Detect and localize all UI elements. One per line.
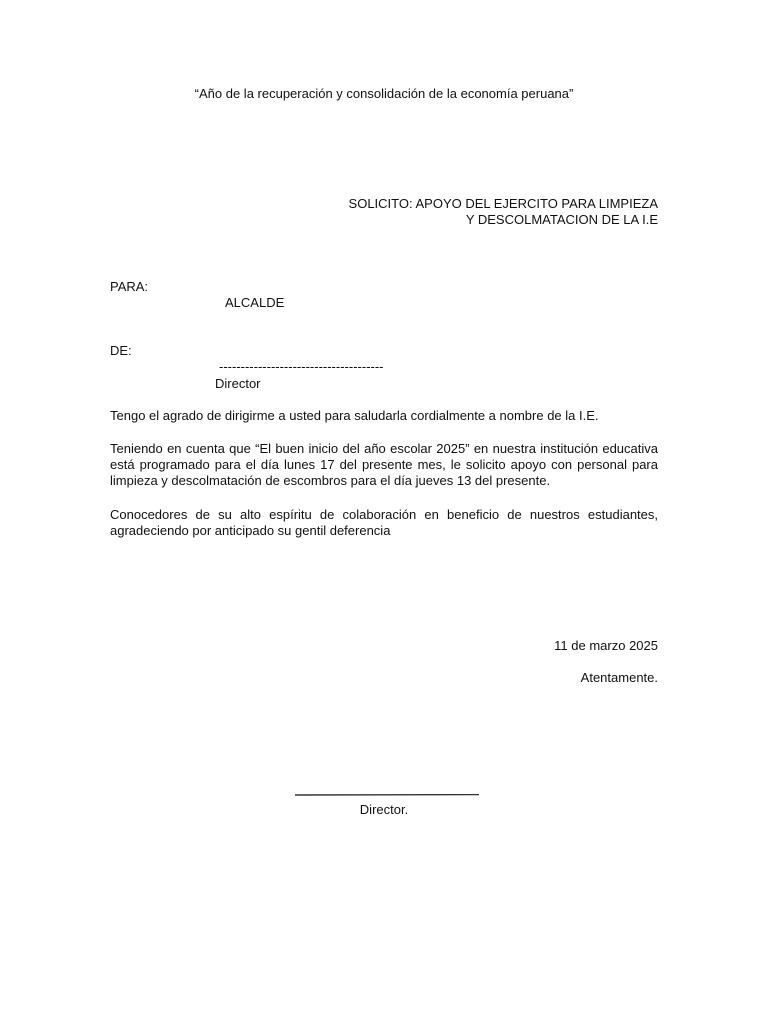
letter-date: 11 de marzo 2025 (554, 638, 658, 653)
closing-phrase: Atentamente. (580, 670, 658, 685)
subject-line-1: SOLICITO: APOYO DEL EJERCITO PARA LIMPIEZA (348, 196, 658, 211)
signature-role: Director. (359, 802, 409, 817)
body-paragraph-thanks: Conocedores de su alto espíritu de colaboración en beneficio de nuestros estudiantes, agradeciendo por anticipado su gentil deferencia (110, 507, 658, 538)
body-paragraph-request: Teniendo en cuenta que “El buen inicio del año escolar 2025” en nuestra institución educativa está programado para el día lunes 17 del presente mes, le solicito apoyo con personal para limpieza y descolmatación de escombros para el día jueves 13 del presente. (110, 441, 658, 488)
signature-line (295, 794, 479, 796)
recipient-label: PARA: (110, 279, 149, 294)
subject-block (110, 196, 658, 228)
recipient-name: ALCALDE (225, 295, 285, 310)
sender-name-placeholder: -------------------------------------- (219, 359, 384, 374)
document-heading: “Año de la recuperación y consolidación de la economía peruana” (194, 86, 574, 101)
subject-line-2: Y DESCOLMATACION DE LA I.E (465, 212, 658, 227)
body-paragraph-greeting: Tengo el agrado de dirigirme a usted para saludarla cordialmente a nombre de la I.E. (110, 408, 599, 423)
sender-role: Director (215, 376, 261, 391)
sender-label: DE: (110, 343, 132, 358)
